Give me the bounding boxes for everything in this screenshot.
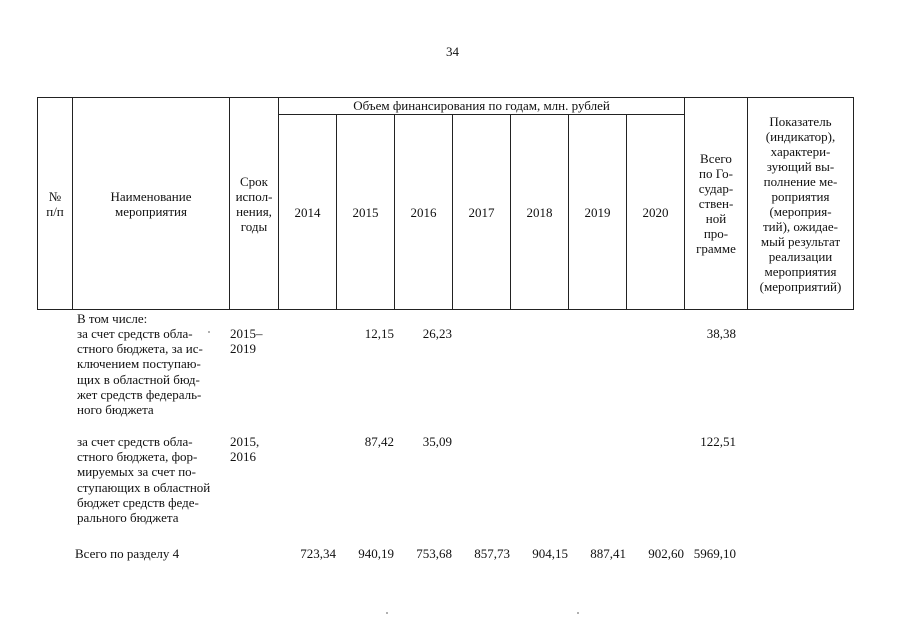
row1-term: 2015– 2019 — [230, 326, 263, 357]
row1-name-line: щих в областной бюд- — [77, 371, 200, 387]
row2-term: 2015, 2016 — [230, 434, 260, 465]
row1-total: 38,38 — [706, 326, 736, 341]
total-2015: 940,19 — [358, 546, 394, 561]
header-total — [685, 98, 748, 310]
header-year: 2016 — [395, 115, 453, 310]
total-2019: 887,41 — [590, 546, 626, 561]
page-number: 34 — [446, 44, 459, 59]
header-year: 2019 — [569, 115, 627, 310]
row1-name-line: жет средств федераль- — [77, 386, 202, 402]
row1-name — [77, 326, 229, 417]
header-year: 2018 — [511, 115, 569, 310]
total-2014: 723,34 — [300, 546, 336, 561]
header-term-text: Срок испол- нения, годы — [235, 173, 273, 234]
row1-name-line: ключением поступаю- — [77, 356, 201, 372]
header-name — [73, 98, 230, 310]
total-2017: 857,73 — [474, 546, 510, 561]
header-num-text: № п/п — [46, 188, 64, 219]
total-label: Всего по разделу 4 — [75, 546, 180, 561]
header-name-text: Наименование мероприятия — [110, 188, 192, 219]
header-year: 2017 — [453, 115, 511, 310]
header-term — [230, 98, 279, 310]
header-table — [37, 97, 854, 310]
header-year: 2015 — [337, 115, 395, 310]
scan-speck — [577, 612, 579, 614]
row2-name-line: за счет средств обла- — [77, 434, 193, 449]
row1-name-line: за счет средств обла- — [77, 326, 193, 341]
scan-speck — [208, 331, 210, 333]
total-all: 5969,10 — [693, 546, 736, 561]
including-label: В том числе: — [77, 311, 148, 326]
row2-name-line: бюджет средств феде- — [77, 494, 199, 510]
row2-name-line: ступающих в областной — [77, 479, 211, 495]
row1-name-line: стного бюджета, за ис- — [77, 341, 203, 357]
header-funding-title: Объем финансирования по годам, млн. рублей — [279, 98, 685, 115]
row1-2016: 26,23 — [422, 326, 452, 341]
header-total-text: Всего по Го- судар- ствен- ной про- грамме — [696, 151, 736, 256]
header-year: 2014 — [279, 115, 337, 310]
total-2016: 753,68 — [416, 546, 452, 561]
row2-name-line: мируемых за счет по- — [77, 464, 197, 480]
header-year: 2020 — [627, 115, 685, 310]
row2-name — [77, 434, 229, 525]
row1-name-line: ного бюджета — [77, 402, 154, 418]
header-indicator-text: Показатель (индикатор), характери- зующий вы- полнение ме- роприятия (мероприя- тий), ожидае- мый результат реализации мероприятия (мероприятий) — [759, 113, 842, 294]
header-num — [38, 98, 73, 310]
row1-2015: 12,15 — [364, 326, 394, 341]
total-2020: 902,60 — [648, 546, 684, 561]
row2-total: 122,51 — [700, 434, 736, 449]
header-indicator — [748, 98, 854, 310]
row2-2015: 87,42 — [364, 434, 394, 449]
total-2018: 904,15 — [532, 546, 568, 561]
row2-name-line: стного бюджета, фор- — [77, 449, 198, 465]
row2-2016: 35,09 — [422, 434, 452, 449]
row2-name-line: рального бюджета — [77, 510, 179, 526]
scan-speck — [386, 612, 388, 614]
